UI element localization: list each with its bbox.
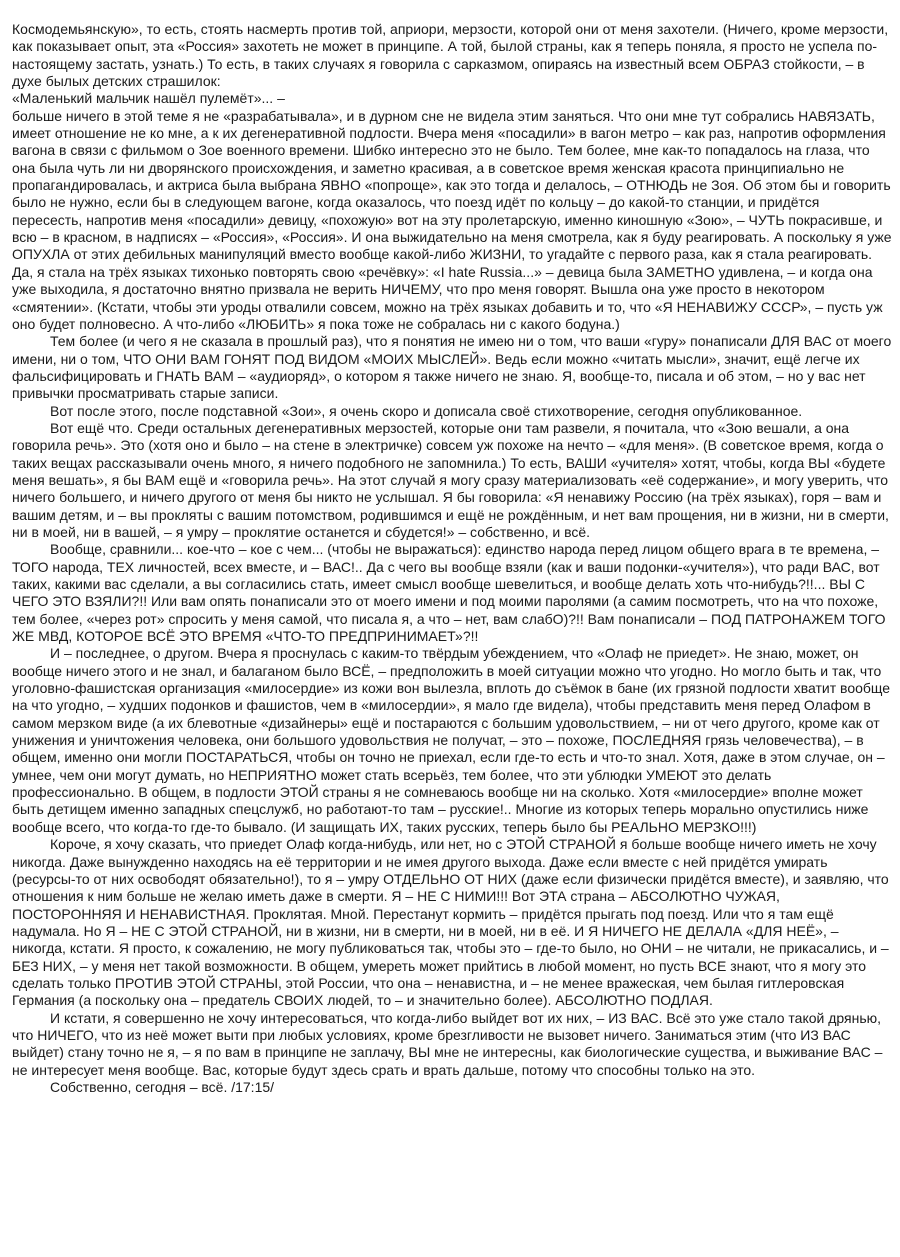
- paragraph: И кстати, я совершенно не хочу интересоваться, что когда-либо выйдет вот их них, – ИЗ ВАС. Всё это уже стало такой дрянью, что НИЧЕГО, что из неё может выти при любых условиях, кроме брезгливости не вызовет ничего. Заниматься этим (что ИЗ ВАС выйдет) стану точно не я, – я по вам в принципе не заплачу, ВЫ мне не интересны, как биологические существа, и выживание ВАС – не интересует меня вообще. Вас, которые будут здесь срать и врать дальше, потому что способны только на это.: [12, 1009, 883, 1078]
- paragraph-quote-line: «Маленький мальчик нашёл пулемёт»... –: [12, 90, 285, 107]
- paragraph-continuation: Космодемьянскую», то есть, стоять насмерть против той, априори, мерзости, которой они от меня захотели. (Ничего, кроме мерзости, как показывает опыт, эта «Россия» захотеть не может в принципе. А той, былой страны, как я теперь поняла, я просто не успела по-настоящему застать, узнать.) То есть, в таких случаях я говорила с сарказмом, опираясь на известный всем ОБРАЗ стойкости, – в духе былых детских страшилок:: [12, 21, 889, 90]
- paragraph: больше ничего в этой теме я не «разрабатывала», и в дурном сне не видела этим заняться. Что они мне тут собрались НАВЯЗАТЬ, имеет отношение не ко мне, а к их дегенеративной подлости. Вчера меня «посадили» в вагон метро – как раз, напротив оформления вагона в связи с фильмом о Зое военного времени. Шибко интересно это не было. Тем более, мне как-то попадалось на глаза, что она была чуть ли ни дворянского происхождения, и заметно красивая, а в советское время женская красота принципиально не пропагандировалась, и актриса была выбрана ЯВНО «попроще», как это тогда и делалось, – ОТНЮДЬ не Зоя. Об этом бы и говорить было не нужно, если бы в следующем вагоне, когда оказалось, что поезд идёт по кольцу – до какой-то станции, и придётся пересесть, напротив меня «посадили» девицу, «похожую» вот на эту пролетарскую, именно киношную «Зою», – ЧУТЬ покрасивше, и всю – в красном, в надписях – «Россия», «Россия». И она выжидательно на меня смотрела, как я буду реагировать. А поскольку я уже ОПУХЛА от этих дебильных манипуляций вместо вообще какой-либо ЖИЗНИ, то угадайте с первого раза, как я стала реагировать. Да, я стала на трёх языках тихонько повторять свою «речёвку»: «I hate Russia...» – девица была ЗАМЕТНО удивлена, – и когда она уже выходила, я достаточно внятно призвала не верить НИЧЕМУ, что про меня говорят. Вышла она уже просто в некотором «смятении». (Кстати, чтобы эти уроды отвалили совсем, можно на трёх языках добавить и то, что «Я НЕНАВИЖУ СССР», – пусть уж оно будет полновесно. А что-либо «ЛЮБИТЬ» я пока тоже не собралась ни с какого бодуна.): [12, 107, 892, 332]
- paragraph: Вот после этого, после подставной «Зои», я очень скоро и дописала своё стихотворение, сегодня опубликованное.: [50, 402, 803, 419]
- paragraph: И – последнее, о другом. Вчера я проснулась с каким-то твёрдым убеждением, что «Олаф не приедет». Не знаю, может, он вообще ничего этого и не знал, и балаганом было ВСЁ, – предположить в моей ситуации можно что угодно. Но могло быть и так, что уголовно-фашистская организация «милосердие» из кожи вон вылезла, вплоть до съёмок в бане (их грязной подлости хватит вообще на что угодно, – худших подонков и фашистов, чем в «милосердии», я мало где видела), чтобы представить меня перед Олафом в самом мерзком виде (а их блевотные «дизайнеры» ещё и постараются с большим удовольствием, – ни от чего другого, кроме как от унижения и уничтожения человека, они большого удовольствия не получат, – это – похоже, ПОСЛЕДНЯЯ грязь человечества), – в общем, именно они могли ПОСТАРАТЬСЯ, чтобы он точно не приехал, если где-то есть и что-то знал. Хотя, даже в этом случае, он – умнее, чем они могут думать, но НЕПРИЯТНО может стать всерьёз, тем более, что эти ублюдки УМЕЮТ это делать профессионально. В общем, в подлости ЭТОЙ страны я не сомневаюсь вообще ни на сколько. Хотя «милосердие» вполне может быть детищем именно западных спецслужб, но работают-то там – русские!.. Многие из которых теперь морально опустились ниже вообще всего, что когда-то где-то бывало. (И защищать ИХ, таких русских, теперь было бы РЕАЛЬНО МЕРЗКО!!!): [12, 645, 891, 835]
- paragraph: Короче, я хочу сказать, что приедет Олаф когда-нибудь, или нет, но с ЭТОЙ СТРАНОЙ я больше вообще ничего иметь не хочу никогда. Даже вынужденно находясь на её территории и не имея другого выхода. Даже если вместе с ней придётся умирать (ресурсы-то от них освободят обязательно!), то я – умру ОТДЕЛЬНО ОТ НИХ (даже если физически придётся вместе), и заявляю, что отношения к ним больше не желаю иметь даже в смерти. Я – НЕ С НИМИ!!! Вот ЭТА страна – АБСОЛЮТНО ЧУЖАЯ, ПОСТОРОННЯЯ И НЕНАВИСТНАЯ. Проклятая. Мной. Перестанут кормить – придётся прыгать под поезд. Или что я там ещё надумала. Но Я – НЕ С ЭТОЙ СТРАНОЙ, ни в жизни, ни в смерти, ни в моей, ни в её. И Я НИЧЕГО НЕ ДЕЛАЛА «ДЛЯ НЕЁ», – никогда, кстати. Я просто, к сожалению, не могу публиковаться так, чтобы это – где-то было, но ОНИ – не читали, не прикасались, и – БЕЗ НИХ, – у меня нет такой возможности. В общем, умереть может прийтись в любой момент, но пусть ВСЕ знают, что я могу это сделать только ПРОТИВ ЭТОЙ СТРАНЫ, этой России, что она – ненавистна, и – не менее вражеская, чем былая гитлеровская Германия (а поскольку она – предатель СВОИХ людей, то – и значительно более). АБСОЛЮТНО ПОДЛАЯ.: [12, 836, 889, 1009]
- paragraph: Вообще, сравнили... кое-что – кое с чем... (чтобы не выражаться): единство народа перед лицом общего врага в те времена, – ТОГО народа, ТЕХ личностей, всех вместе, и – ВАС!.. Да с чего вы вообще взяли (как и ваши подонки-«учителя»), что ради ВАС, вот таких, какими вас сделали, а вы согласились стать, имеет смысл вообще шевелиться, и вообще делать хоть что-нибудь?!!... ВЫ С ЧЕГО ЭТО ВЗЯЛИ?!! Или вам опять понаписали это от моего имени и под моими паролями (а самим посмотреть, что на что похоже, тем более, «через рот» спросить у меня самой, что писала я, а что – нет, вам слабО)?!! Вам понаписали – ПОД ПАТРОНАЖЕМ ТОГО ЖЕ МВД, КОТОРОЕ ВСЁ ЭТО ВРЕМЯ «ЧТО-ТО ПРЕДПРИНИМАЕТ»?!!: [12, 541, 886, 645]
- paragraph: Вот ещё что. Среди остальных дегенеративных мерзостей, которые они там развели, я почитала, что «Зою вешали, а она говорила речь». Это (хотя оно и было – на стене в электричке) совсем уж похоже на нечто – «для меня». (В советское время, когда о таких вещах рассказывали очень много, я ничего подобного не запомнила.) То есть, ВАШИ «учителя» хотят, чтобы, когда ВЫ «будете меня вешать», я бы ВАМ ещё и «говорила речь». На этот случай я могу сразу материализовать «её содержание», и могу уверить, что ничего большего, и ничего другого от меня бы никто не услышал. Я бы говорила: «Я ненавижу Россию (на трёх языках), горя – вам и вашим детям, и – вы прокляты с вашим потомством, родившимся и ещё не рождённым, и нет вам прощения, ни в жизни, ни в смерти, ни в моей, ни в вашей, – я умру – проклятие останется и сбудется!» – собственно, и всё.: [12, 419, 889, 540]
- paragraph: Тем более (и чего я не сказала в прошлый раз), что я понятия не имею ни о том, что ваши «гуру» понаписали ДЛЯ ВАС от моего имени, ни о том, ЧТО ОНИ ВАМ ГОНЯТ ПОД ВИДОМ «МОИХ МЫСЛЕЙ». Ведь если можно «читать мысли», значит, ещё легче их фальсифицировать и ГНАТЬ ВАМ – «аудиоряд», о котором я также ничего не знаю. Я, вообще-то, писала и об этом, – но у вас нет привычки просматривать старые записи.: [12, 333, 892, 402]
- paragraph-closing-line: Собственно, сегодня – всё. /17:15/: [50, 1078, 275, 1095]
